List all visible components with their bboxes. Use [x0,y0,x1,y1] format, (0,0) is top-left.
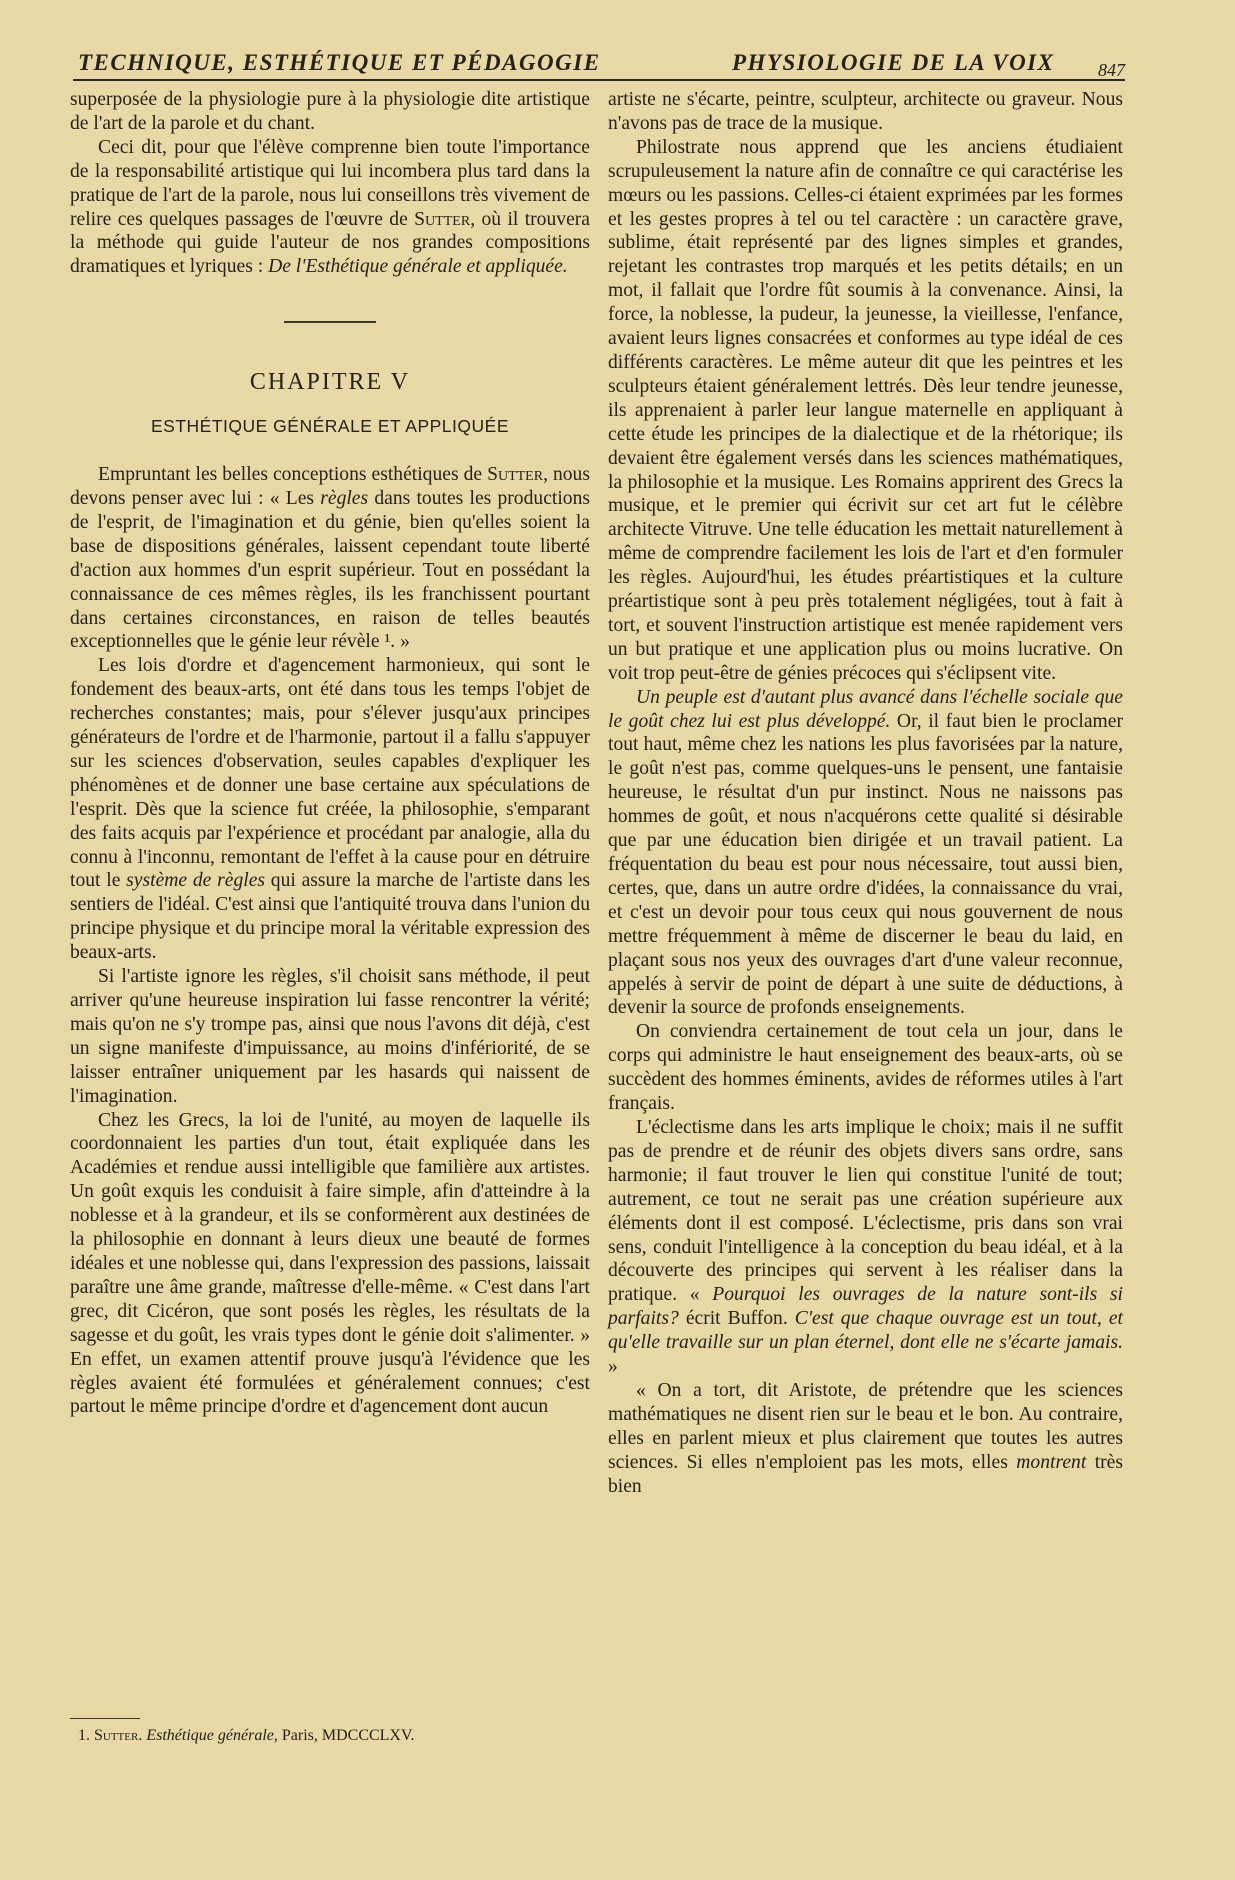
paragraph: Les lois d'ordre et d'agencement harmonieux, qui sont le fondement des beaux-arts, ont été dans tous les temps l'objet de recherches constantes; mais, pour s'élever jusqu'aux principes générateurs de l'ordre et de l'harmonie, partout il a fallu s'appuyer sur les sciences d'observation, seules capables d'expliquer les phénomènes et de donner une base certaine aux spéculations de l'esprit. Dès que la science fut créée, la philosophie, s'emparant des faits acquis par l'expérience et procédant par analogie, alla du connu à l'inconnu, remontant de l'effet à la cause pour en détruire tout le système de règles qui assure la marche de l'artiste dans les sentiers de l'idéal. C'est ainsi que l'antiquité trouva dans l'union du principe physique et du principe moral la véritable expression des beaux-arts. [70,655,591,964]
paragraph: Un peuple est d'autant plus avancé dans l'échelle sociale que le goût chez lui est plus développé. Or, il faut bien le proclamer tout haut, même chez les nations les plus favorisées par la nature, le goût n'est pas, comme quelques-uns le pensent, une fantaisie heureuse, le résultat d'un pur instinct. Nous ne naissons pas hommes de goût, et nous n'acquérons cette qualité si désirable que par une éducation bien dirigée et un travail patient. La fréquentation du beau est pour nous nécessaire, tout aussi bien, certes, que, dans un autre ordre d'idées, la connaissance du vrai, et c'est un devoir pour tous ceux qui nous gouvernent de nous mettre fréquemment à même de discerner le beau du laid, en plaçant sous nos yeux des ouvrages d'art d'une valeur reconnue, appelés à servir de point de départ à une suite de déductions, à devenir la source de profonds enseignements. [608,686,1123,1019]
left-column [70,88,590,1419]
paragraph: Philostrate nous apprend que les anciens étudiaient scrupuleusement la nature afin de connaître ce qui caractérise les mœurs ou les passions. Celles-ci étaient exprimées par les formes et les gestes propres à tel ou tel caractère : un caractère grave, sublime, était représenté par des lignes simples et grandes, rejetant les contrastes trop marqués et les petits détails; en un mot, il fallait que l'ordre fût soumis à la convenance. Ainsi, la force, la noblesse, la pudeur, la jeunesse, la vieillesse, l'enfance, avaient leurs lignes consacrées et conformes au type idéal de ces différents caractères. Le même auteur dit que les peintres et les sculpteurs étaient généralement lettrés. Dès leur tendre jeunesse, ils apprenaient à parler leur langue maternelle en appliquant à cette étude les principes de la dialectique et de la rhétorique; ils devaient être également versés dans les sciences mathématiques, la philosophie et la musique. Les Romains apprirent des Grecs la musique, et le premier qui écrivit sur cet art fut le célèbre architecte Vitruve. Une telle éducation les mettait naturellement à même de comprendre facilement les lois de l'art et d'en formuler les règles. Aujourd'hui, les études préartistiques et la culture préartistique sont à peu près totalement négligées, tout à fait à tort, et souvent l'instruction artistique est menée rapidement vers un but pratique et une application plus ou moins lucrative. On voit trop peut-être de génies précoces qui s'éclipsent vite. [608,136,1123,684]
running-header-right: PHYSIOLOGIE DE LA VOIX [732,50,1055,75]
running-header-left: TECHNIQUE, ESTHÉTIQUE ET PÉDAGOGIE [78,50,601,75]
footnote: 1. Sutter. Esthétique générale, Paris, MDCCCLXV. [78,1727,415,1744]
paragraph: L'éclectisme dans les arts implique le choix; mais il ne suffit pas de prendre et de réunir des objets divers sans ordre, sans harmonie; il faut trouver le lien qui constitue l'unité de tout; autrement, ce tout ne serait pas une création supérieure aux éléments dont il est composé. L'éclectisme, pris dans son vrai sens, conduit l'intelligence à la conception du beau idéal, et à la découverte des principes qui servent à les réaliser dans la pratique. « Pourquoi les ouvrages de la nature sont-ils si parfaits? écrit Buffon. C'est que chaque ouvrage est un tout, et qu'elle travaille sur un plan éternel, dont elle ne s'écarte jamais. » [608,1116,1123,1378]
paragraph: Ceci dit, pour que l'élève comprenne bien toute l'importance de la responsabilité artistique qui lui incombera plus tard dans la pratique de l'art de la parole, nous lui conseillons très vivement de relire ces quelques passages de l'œuvre de Sutter, où il trouvera la méthode qui guide l'auteur de nos grandes compositions dramatiques et lyriques : De l'Esthétique générale et appliquée. [70,136,590,278]
paragraph: On conviendra certainement de tout cela un jour, dans le corps qui administre le haut enseignement des beaux-arts, où se succèdent des hommes éminents, avides de réformes utiles à l'art français. [608,1021,1123,1115]
paragraph: superposée de la physiologie pure à la physiologie dite artistique de l'art de la parole et du chant. [70,89,590,134]
page-number: 847 [1098,60,1125,80]
right-column [608,88,1123,1498]
paragraph: Si l'artiste ignore les règles, s'il choisit sans méthode, il peut arriver qu'une heureuse inspiration lui fasse rencontrer la vérité; mais qu'on ne s'y trompe pas, ainsi que nous l'avons dit déjà, c'est un signe manifeste d'impuissance, au moins d'infériorité, de se laisser entraîner uniquement par les hasards qui naissent de l'imagination. [70,966,590,1107]
footnote-rule [70,1718,140,1719]
chapter-title: CHAPITRE V [249,369,411,396]
header-rule [73,79,1125,81]
section-separator [284,321,376,323]
author-name: Sutter [487,464,544,486]
paragraph: artiste ne s'écarte, peintre, sculpteur, architecte ou graveur. Nous n'avons pas de trace de la musique. [608,89,1123,134]
paragraph: Chez les Grecs, la loi de l'unité, au moyen de laquelle ils coordonnaient les parties d'un tout, était expliquée dans les Académies et rendue aussi intelligible que familière aux artistes. Un goût exquis les conduisit à faire simple, afin d'atteindre à la noblesse et à la grandeur, et ils se conformèrent aux destinées de la philosophie en donnant à leurs dieux une beauté de formes idéales et une noblesse qui, dans l'expression des passions, laissait paraître une âme grande, maîtresse d'elle-même. « C'est dans l'art grec, dit Cicéron, que sont posés les règles, les résultats de la sagesse et du goût, les vrais types dont le génie doit s'alimenter. » En effet, un examen attentif prouve jusqu'à l'évidence que les règles avaient été formulées et généralement connues; c'est partout le même principe d'ordre et d'agencement dont aucun [70,1109,590,1418]
chapter-subtitle: ESTHÉTIQUE GÉNÉRALE ET APPLIQUÉE [150,416,509,437]
paragraph: Empruntant les belles conceptions esthétiques de Sutter, nous devons penser avec lui : « Les règles dans toutes les productions de l'esprit, de l'imagination et du génie, bien qu'elles soient la base de dispositions générales, laissent cependant toute liberté d'action aux hommes d'un esprit supérieur. Tout en possédant la connaissance de ces mêmes règles, ils les franchissent pourtant dans certaines circonstances, en raison de telles beautés exceptionnelles que le génie leur révèle ¹. » [70,464,590,653]
paragraph: « On a tort, dit Aristote, de prétendre que les sciences mathématiques ne disent rien sur le beau et le bon. Au contraire, elles en parlent mieux et plus clairement que toutes les autres sciences. Si elles n'emploient pas les mots, elles montrent très bien [608,1379,1123,1497]
book-title: De l'Esthétique générale et appliquée. [268,256,568,278]
author-name: Sutter [414,208,471,230]
